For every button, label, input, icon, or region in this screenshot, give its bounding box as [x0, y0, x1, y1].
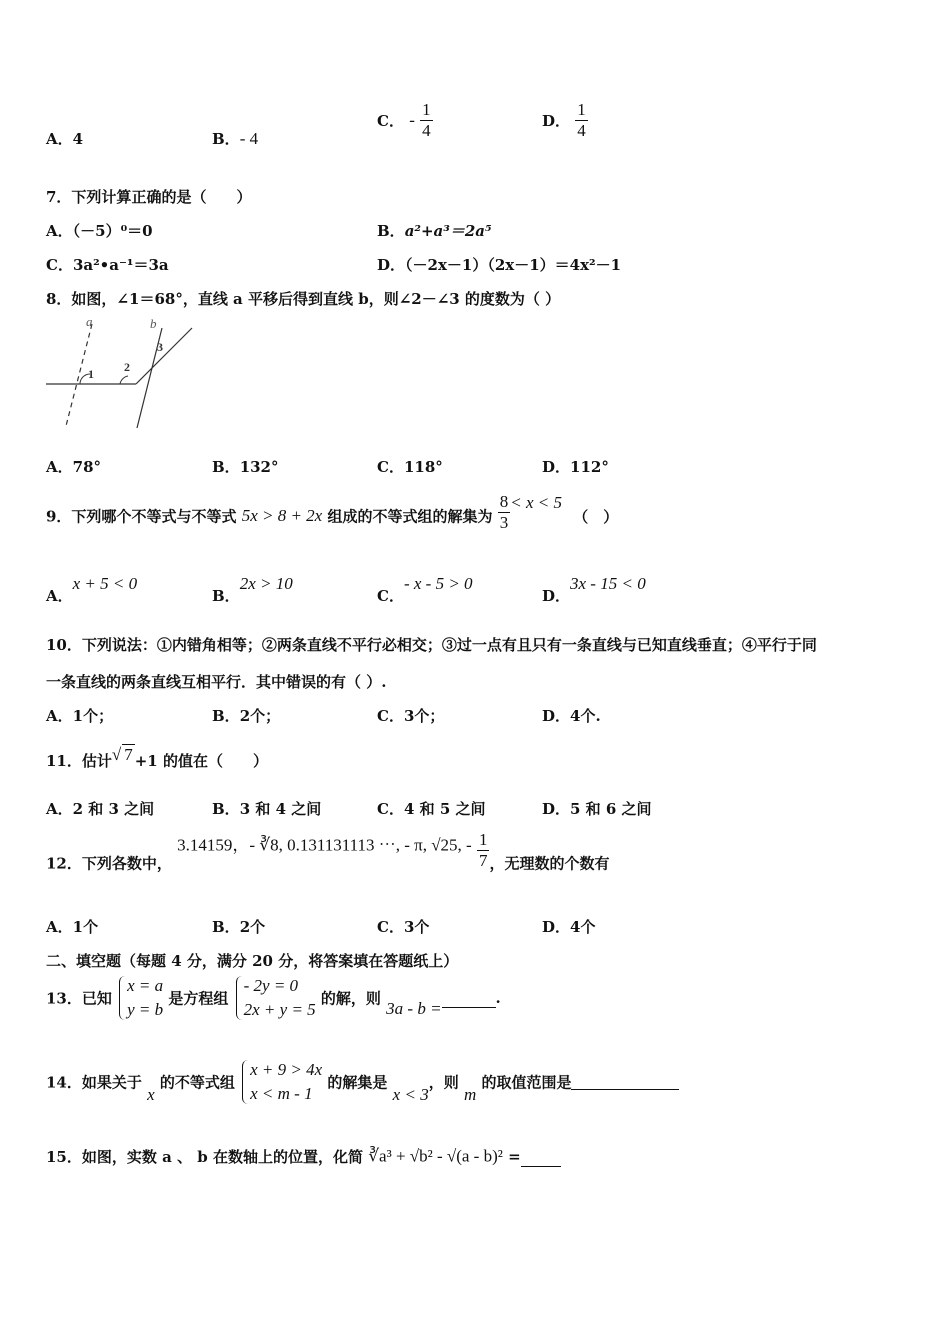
- option-text: a²+a³＝2a⁵: [404, 222, 492, 240]
- option-value: 4: [72, 130, 84, 148]
- fraction: [575, 100, 588, 141]
- q7-option-b: [377, 220, 492, 241]
- option-label: B．: [212, 130, 240, 148]
- stem-text: 15．如图，实数 a 、 b 在数轴上的位置，化简: [46, 1148, 363, 1166]
- option-label: B．: [212, 918, 240, 936]
- inequality: 5x > 8 + 2x: [241, 506, 323, 525]
- q10-option-c: [377, 705, 444, 726]
- q12-option-a: [46, 916, 98, 937]
- option-text: 3个；: [403, 707, 445, 725]
- stem-text: （ ）: [573, 507, 619, 526]
- option-label: D．: [542, 707, 571, 725]
- stem-text: 的解集是: [327, 1073, 388, 1092]
- stem-text: +1 的值在（ ）: [134, 752, 268, 770]
- option-text: 2x > 10: [239, 574, 293, 593]
- option-text: 3a²•a⁻¹＝3a: [72, 256, 169, 274]
- option-text: 1个；: [72, 707, 114, 725]
- option-text: 1个: [72, 918, 99, 936]
- stem-text: 12．下列各数中，: [46, 854, 172, 873]
- fraction: [498, 492, 511, 533]
- system-line: y = b: [127, 1000, 164, 1019]
- range: < x < 5: [510, 493, 562, 512]
- label-2: 2: [124, 360, 130, 374]
- q8-option-a: [46, 456, 101, 477]
- option-label: A．: [46, 222, 73, 240]
- option-label: D．: [542, 918, 571, 936]
- option-label: C．: [377, 918, 404, 936]
- stem-text: 组成的不等式组的解集为: [327, 507, 493, 526]
- stem-text: =: [508, 1147, 521, 1166]
- option-label: C．: [377, 800, 404, 818]
- option-label: B．: [212, 587, 240, 605]
- system-equations: [234, 974, 316, 1022]
- expression: 3a - b =: [386, 999, 442, 1018]
- q8-option-b: [212, 456, 279, 477]
- option-label: C．: [46, 256, 73, 274]
- stem-text: 11．估计: [46, 752, 112, 770]
- q11-option-c: [377, 798, 486, 819]
- option-text: 3 和 4 之间: [239, 800, 322, 818]
- q14-stem: [46, 1058, 679, 1106]
- stem-text: ，则: [428, 1073, 459, 1092]
- option-label: A．: [46, 918, 73, 936]
- q8-option-c: [377, 456, 443, 477]
- option-text: 132°: [239, 458, 279, 476]
- option-label: D．: [377, 256, 406, 274]
- q8-option-d: [542, 456, 609, 477]
- system-line: x < m - 1: [250, 1084, 313, 1103]
- label-a: a: [86, 314, 93, 329]
- q10-stem-line2: 一条直线的两条直线互相平行．其中错误的有（ ）.: [46, 673, 387, 691]
- system-line: 2x + y = 5: [243, 1000, 316, 1019]
- answer-blank[interactable]: [521, 1166, 561, 1167]
- fraction: [477, 830, 490, 871]
- q15-stem: [46, 1146, 561, 1167]
- q7-option-c: [46, 254, 169, 275]
- option-text: 4个: [570, 918, 596, 936]
- q11-option-b: [212, 798, 321, 819]
- stem-text: 14．如果关于: [46, 1073, 142, 1092]
- option-text: （－2x－1）（2x－1）＝4x²－1: [405, 256, 622, 274]
- denominator: 4: [422, 121, 431, 140]
- option-text: 4个.: [570, 707, 601, 725]
- q9-option-c: [377, 574, 473, 606]
- q8-stem: 8．如图，∠1＝68°，直线 a 平移后得到直线 b，则∠2－∠3 的度数为（ ）: [46, 290, 561, 308]
- stem-text: 13．已知: [46, 989, 112, 1008]
- system-line: x + 9 > 4x: [250, 1060, 323, 1079]
- stem-text: 的取值范围是: [481, 1073, 572, 1092]
- stem-text: 的不等式组: [159, 1073, 235, 1092]
- option-text: 2个: [239, 918, 266, 936]
- denominator: 7: [478, 851, 488, 870]
- option-label: B．: [212, 800, 240, 818]
- number-list: 3.14159，- ∛8, 0.131131113 ⋯, - π, √25, -: [177, 835, 472, 855]
- stem-text: .: [495, 989, 501, 1007]
- inequality-system: [240, 1058, 322, 1106]
- q6-option-b: [212, 128, 258, 149]
- label-1: 1: [88, 367, 94, 381]
- q6-option-d: [542, 100, 588, 141]
- option-label: C．: [377, 458, 404, 476]
- answer-blank[interactable]: [571, 1089, 679, 1090]
- solution: x < 3: [392, 1085, 429, 1104]
- q12-option-b: [212, 916, 265, 937]
- option-label: C．: [377, 587, 404, 605]
- option-text: 3x - 15 < 0: [570, 574, 646, 593]
- option-label: A．: [46, 587, 73, 605]
- fraction: [420, 100, 433, 141]
- q9-option-a: [46, 574, 137, 606]
- option-label: D．: [542, 587, 571, 605]
- option-text: 118°: [403, 458, 443, 476]
- q8-figure: [44, 314, 196, 432]
- option-label: A．: [46, 707, 73, 725]
- option-text: 4 和 5 之间: [403, 800, 486, 818]
- angle-2-arc: [120, 376, 128, 384]
- q10-stem-line1: 10．下列说法：①内错角相等；②两条直线不平行必相交；③过一点有且只有一条直线与已知直线垂直；④平行于同: [46, 636, 817, 654]
- q7-option-d: [377, 254, 621, 275]
- stem-text: 9．下列哪个不等式与不等式: [46, 507, 237, 526]
- variable: x: [147, 1085, 155, 1104]
- option-label: B．: [212, 707, 240, 725]
- option-label: A．: [46, 800, 73, 818]
- q12-option-c: [377, 916, 429, 937]
- q10-option-d: [542, 705, 601, 726]
- numerator: 8: [499, 492, 509, 511]
- numerator: 1: [478, 830, 488, 849]
- q11-stem: [46, 744, 268, 771]
- option-text: 2个；: [239, 707, 281, 725]
- option-label: B．: [377, 222, 405, 240]
- stem-text: 的解，则: [320, 989, 381, 1008]
- option-text: x + 5 < 0: [72, 574, 138, 593]
- system-line: x = a: [127, 976, 164, 995]
- option-label: C．: [377, 707, 404, 725]
- q6-option-c: [377, 100, 433, 141]
- answer-blank[interactable]: [442, 1007, 496, 1008]
- q9-option-b: [212, 574, 293, 606]
- label-3: 3: [157, 340, 163, 354]
- variable: m: [463, 1085, 477, 1104]
- denominator: 3: [499, 513, 509, 532]
- option-label: A．: [46, 130, 73, 148]
- option-label: A．: [46, 458, 73, 476]
- stem-text: ，无理数的个数有: [489, 854, 610, 873]
- slanted-line: [136, 328, 192, 384]
- option-text: 3个: [403, 918, 430, 936]
- option-text: 2 和 3 之间: [72, 800, 155, 818]
- section-heading: 二、填空题（每题 4 分，满分 20 分，将答案填在答题纸上）: [46, 952, 459, 970]
- q7-option-a: [46, 220, 153, 241]
- q6-option-a: [46, 128, 83, 149]
- numerator: 1: [422, 100, 431, 119]
- label-b: b: [150, 316, 157, 331]
- option-text: - x - 5 > 0: [403, 574, 473, 593]
- option-text: 78°: [72, 458, 102, 476]
- denominator: 4: [577, 121, 586, 140]
- option-label: B．: [212, 458, 240, 476]
- option-text: （－5）⁰＝0: [72, 222, 153, 240]
- q7-stem: 7．下列计算正确的是（ ）: [46, 188, 252, 206]
- q11-option-a: [46, 798, 154, 819]
- expression: ∛a³ + √b² - √(a - b)²: [368, 1146, 503, 1166]
- option-text: 5 和 6 之间: [570, 800, 652, 818]
- option-sign: -: [409, 110, 415, 130]
- option-label: D．: [542, 112, 571, 130]
- q13-stem: [46, 974, 501, 1022]
- q11-option-d: [542, 798, 652, 819]
- q10-option-b: [212, 705, 280, 726]
- q12-option-d: [542, 916, 595, 937]
- option-label: C．: [377, 112, 404, 130]
- system-line: - 2y = 0: [243, 976, 299, 995]
- q9-option-d: [542, 574, 646, 606]
- numerator: 1: [577, 100, 586, 119]
- radicand: 7: [124, 745, 133, 764]
- option-label: D．: [542, 458, 571, 476]
- q10-option-a: [46, 705, 113, 726]
- sqrt-expression: √ 7: [111, 745, 133, 764]
- option-label: D．: [542, 800, 571, 818]
- system-given: [117, 974, 163, 1022]
- q12-stem: [46, 830, 609, 874]
- stem-text: 是方程组: [168, 989, 229, 1008]
- option-value: - 4: [239, 129, 259, 148]
- option-text: 112°: [570, 458, 609, 476]
- q9-stem: [46, 492, 618, 533]
